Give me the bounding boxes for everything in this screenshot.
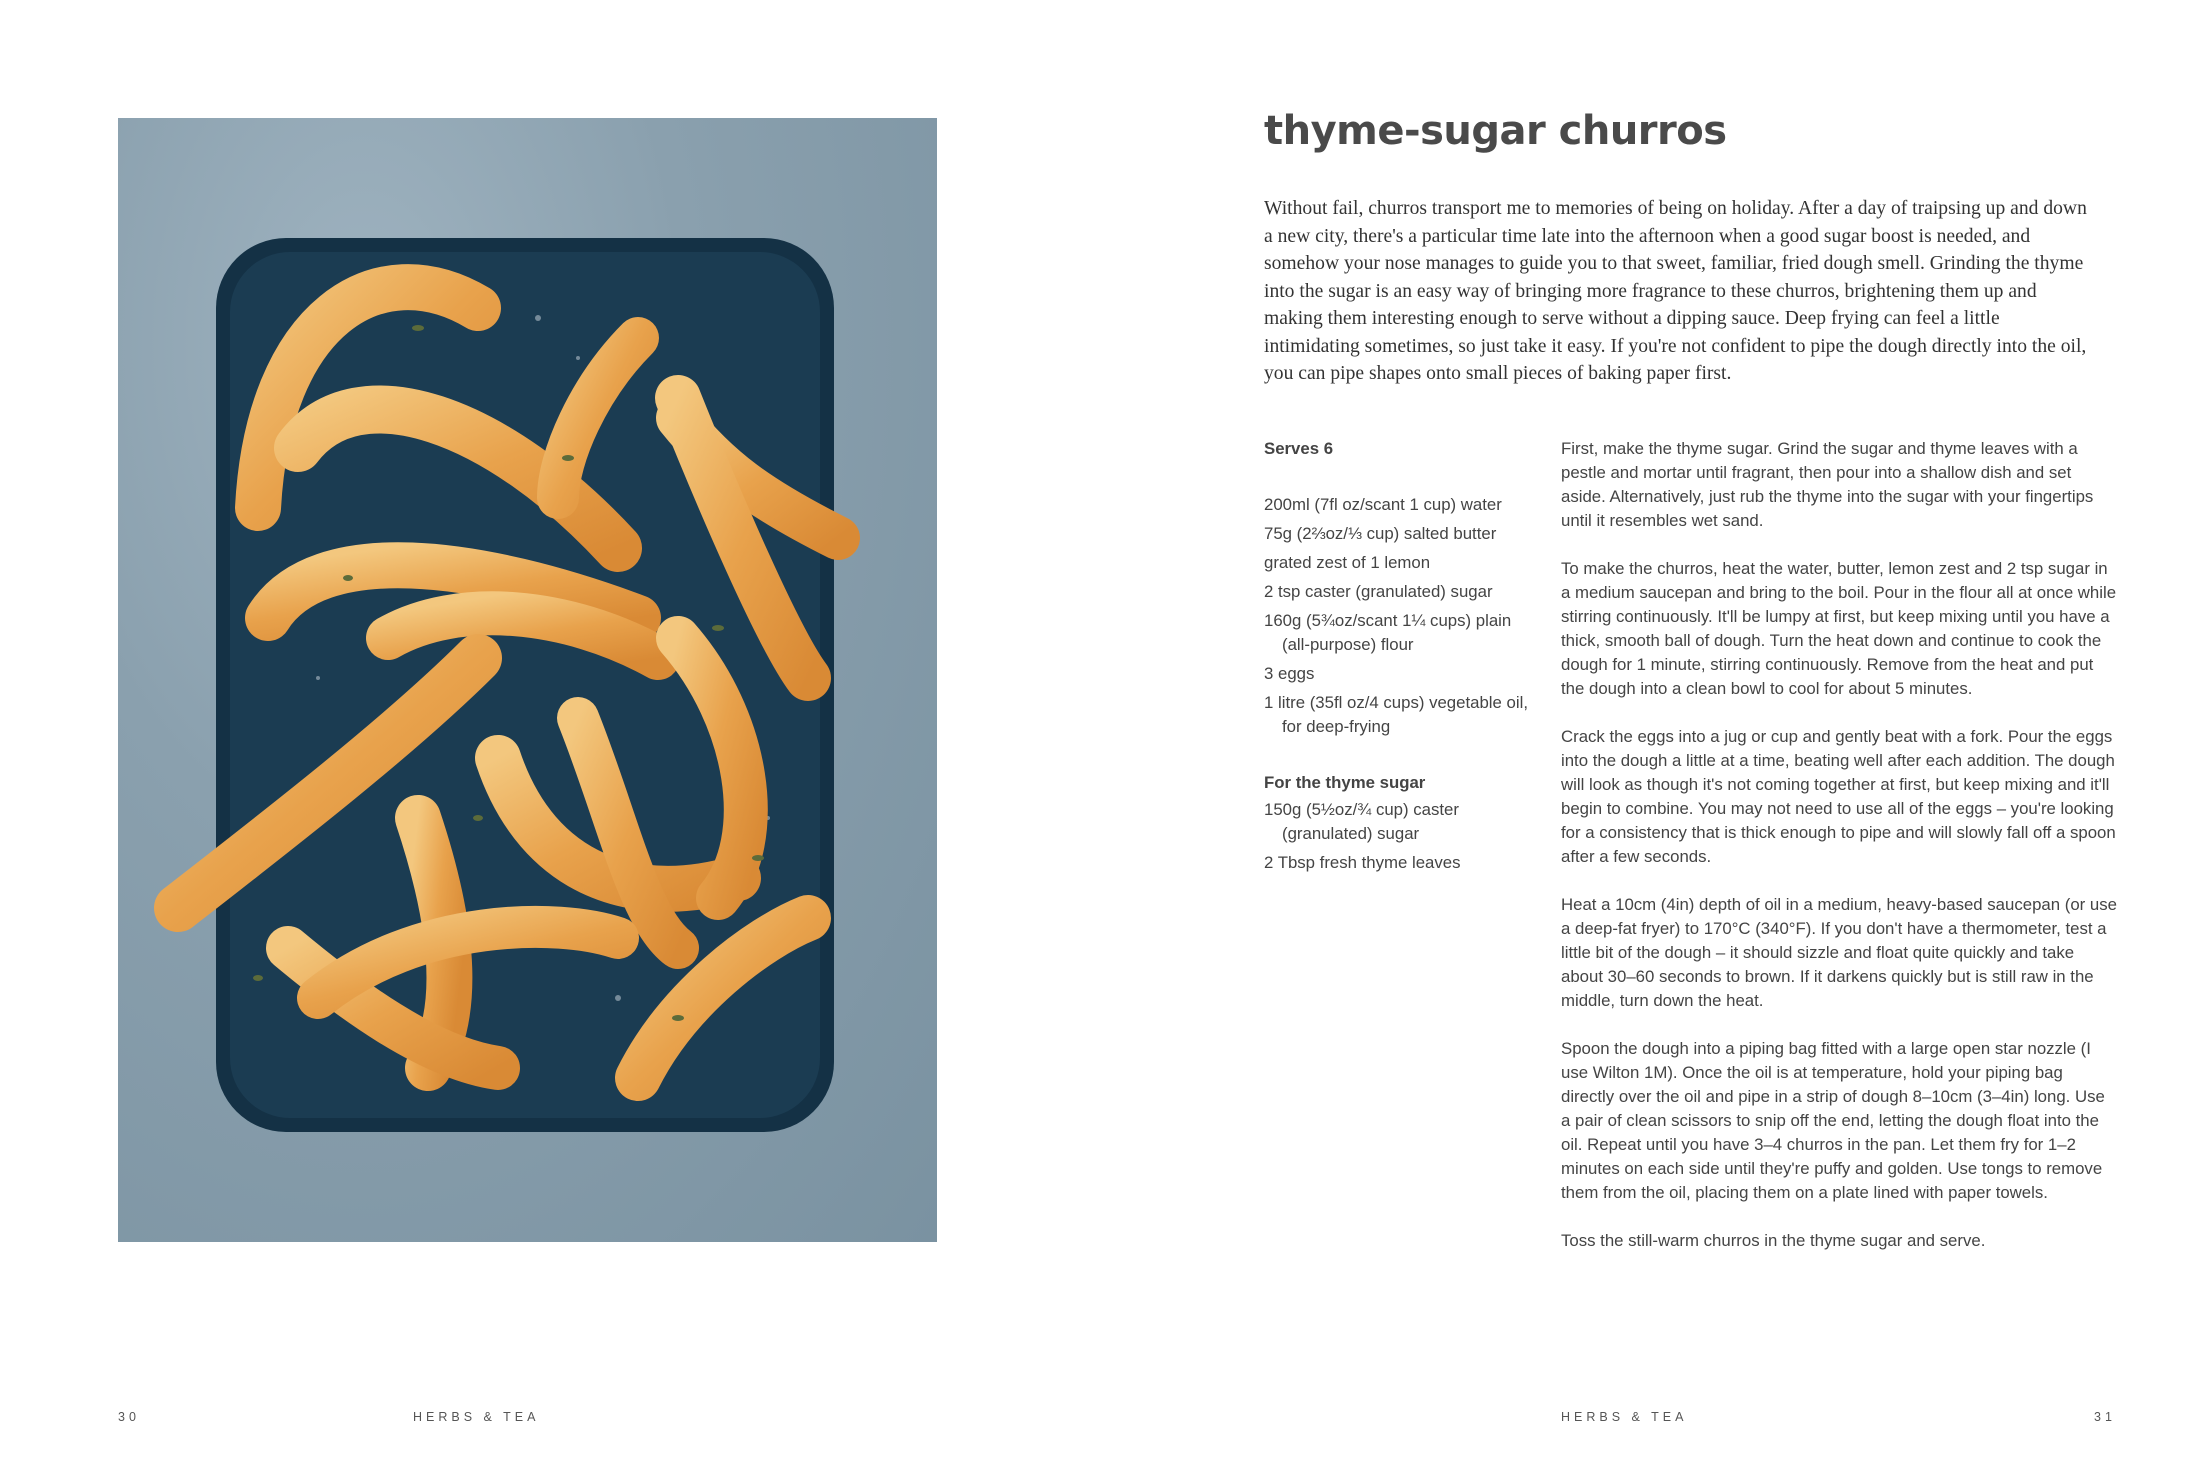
- churros-photo-illustration: [118, 118, 937, 1242]
- sugar-ingredient-item: 150g (5½oz/¾ cup) caster (granulated) sugar: [1264, 800, 1459, 843]
- recipe-intro: Without fail, churros transport me to memories of being on holiday. After a day of traipsing up and down a new city, there's a particular time late into the afternoon when a good sugar boost is needed, and somehow your nose manages to guide you to that sweet, familiar, fried dough smell. Grinding the thyme into the sugar is an easy way of bringing more fragrance to these churros, brightening them up and making them interesting enough to serve without a dipping sauce. Deep frying can feel a little intimidating sometimes, so just take it easy. If you're not confident to pipe the dough directly into the oil, you can pipe shapes onto small pieces of baking paper first.: [1264, 198, 2087, 384]
- ingredient-item: 1 litre (35fl oz/4 cups) vegetable oil, for deep-frying: [1264, 693, 1528, 736]
- method-step: Crack the eggs into a jug or cup and gently beat with a fork. Pour the eggs into the dough a little at a time, beating well after each addition. The dough will look as though it's not coming together at first, but keep mixing and it'll begin to combine. You may not need to use all of the eggs – you're looking for a consistency that is thick enough to pipe and will slowly fall off a spoon after a few seconds.: [1561, 727, 2116, 866]
- method-step: Heat a 10cm (4in) depth of oil in a medium, heavy-based saucepan (or use a deep-fat fryer) to 170°C (340°F). If you don't have a thermometer, test a little bit of the dough – it should sizzle and float quite quickly and take about 30–60 seconds to brown. If it darkens quickly but is still raw in the middle, turn down the heat.: [1561, 895, 2117, 1010]
- ingredient-item: 200ml (7fl oz/scant 1 cup) water: [1264, 495, 1502, 514]
- churros-photo: [118, 118, 937, 1242]
- ingredients-column: [1264, 437, 1534, 880]
- ingredient-item: grated zest of 1 lemon: [1264, 553, 1431, 572]
- method-step: To make the churros, heat the water, butter, lemon zest and 2 tsp sugar in a medium saucepan and bring to the boil. Pour in the flour all at once while stirring continuously. It'll be lumpy at first, but keep mixing until you have a thick, smooth ball of dough. Turn the heat down and continue to cook the dough for 1 minute, stirring continuously. Remove from the heat and put the dough into a clean bowl to cool for about 5 minutes.: [1561, 559, 2117, 698]
- ingredient-item: 3 eggs: [1264, 664, 1315, 683]
- ingredient-item: 160g (5¾oz/scant 1¼ cups) plain (all-purpose) flour: [1264, 611, 1512, 654]
- ingredient-item: 2 tsp caster (granulated) sugar: [1264, 582, 1493, 601]
- method-step: Toss the still-warm churros in the thyme sugar and serve.: [1561, 1231, 1986, 1250]
- running-head-right: HERBS & TEA: [1561, 1410, 1688, 1424]
- sugar-ingredient-item: 2 Tbsp fresh thyme leaves: [1264, 853, 1461, 872]
- running-head-left: HERBS & TEA: [413, 1410, 540, 1424]
- page-number-left: 30: [118, 1410, 140, 1424]
- recipe-title: thyme-sugar churros: [1264, 108, 1727, 154]
- thyme-sugar-heading: For the thyme sugar: [1264, 773, 1426, 792]
- page-number-right: 31: [2094, 1410, 2116, 1424]
- method-step: Spoon the dough into a piping bag fitted with a large open star nozzle (I use Wilton 1M). Once the oil is at temperature, hold your piping bag directly over the oil and pipe in a strip of dough 8–10cm (3–4in) long. Use a pair of clean scissors to snip off the end, letting the dough float into the oil. Repeat until you have 3–4 churros in the pan. Let them fry for 1–2 minutes on each side until they're puffy and golden. Use tongs to remove them from the oil, placing them on a plate lined with paper towels.: [1561, 1039, 2105, 1202]
- serves-label: Serves 6: [1264, 439, 1334, 458]
- left-page: [0, 0, 1104, 1465]
- ingredient-item: 75g (2⅔oz/⅓ cup) salted butter: [1264, 524, 1497, 543]
- right-page: [1104, 0, 2209, 1465]
- method-step: First, make the thyme sugar. Grind the sugar and thyme leaves with a pestle and mortar until fragrant, then pour into a shallow dish and set aside. Alternatively, just rub the thyme into the sugar with your fingertips until it resembles wet sand.: [1561, 439, 2094, 530]
- method-column: [1561, 437, 2117, 1277]
